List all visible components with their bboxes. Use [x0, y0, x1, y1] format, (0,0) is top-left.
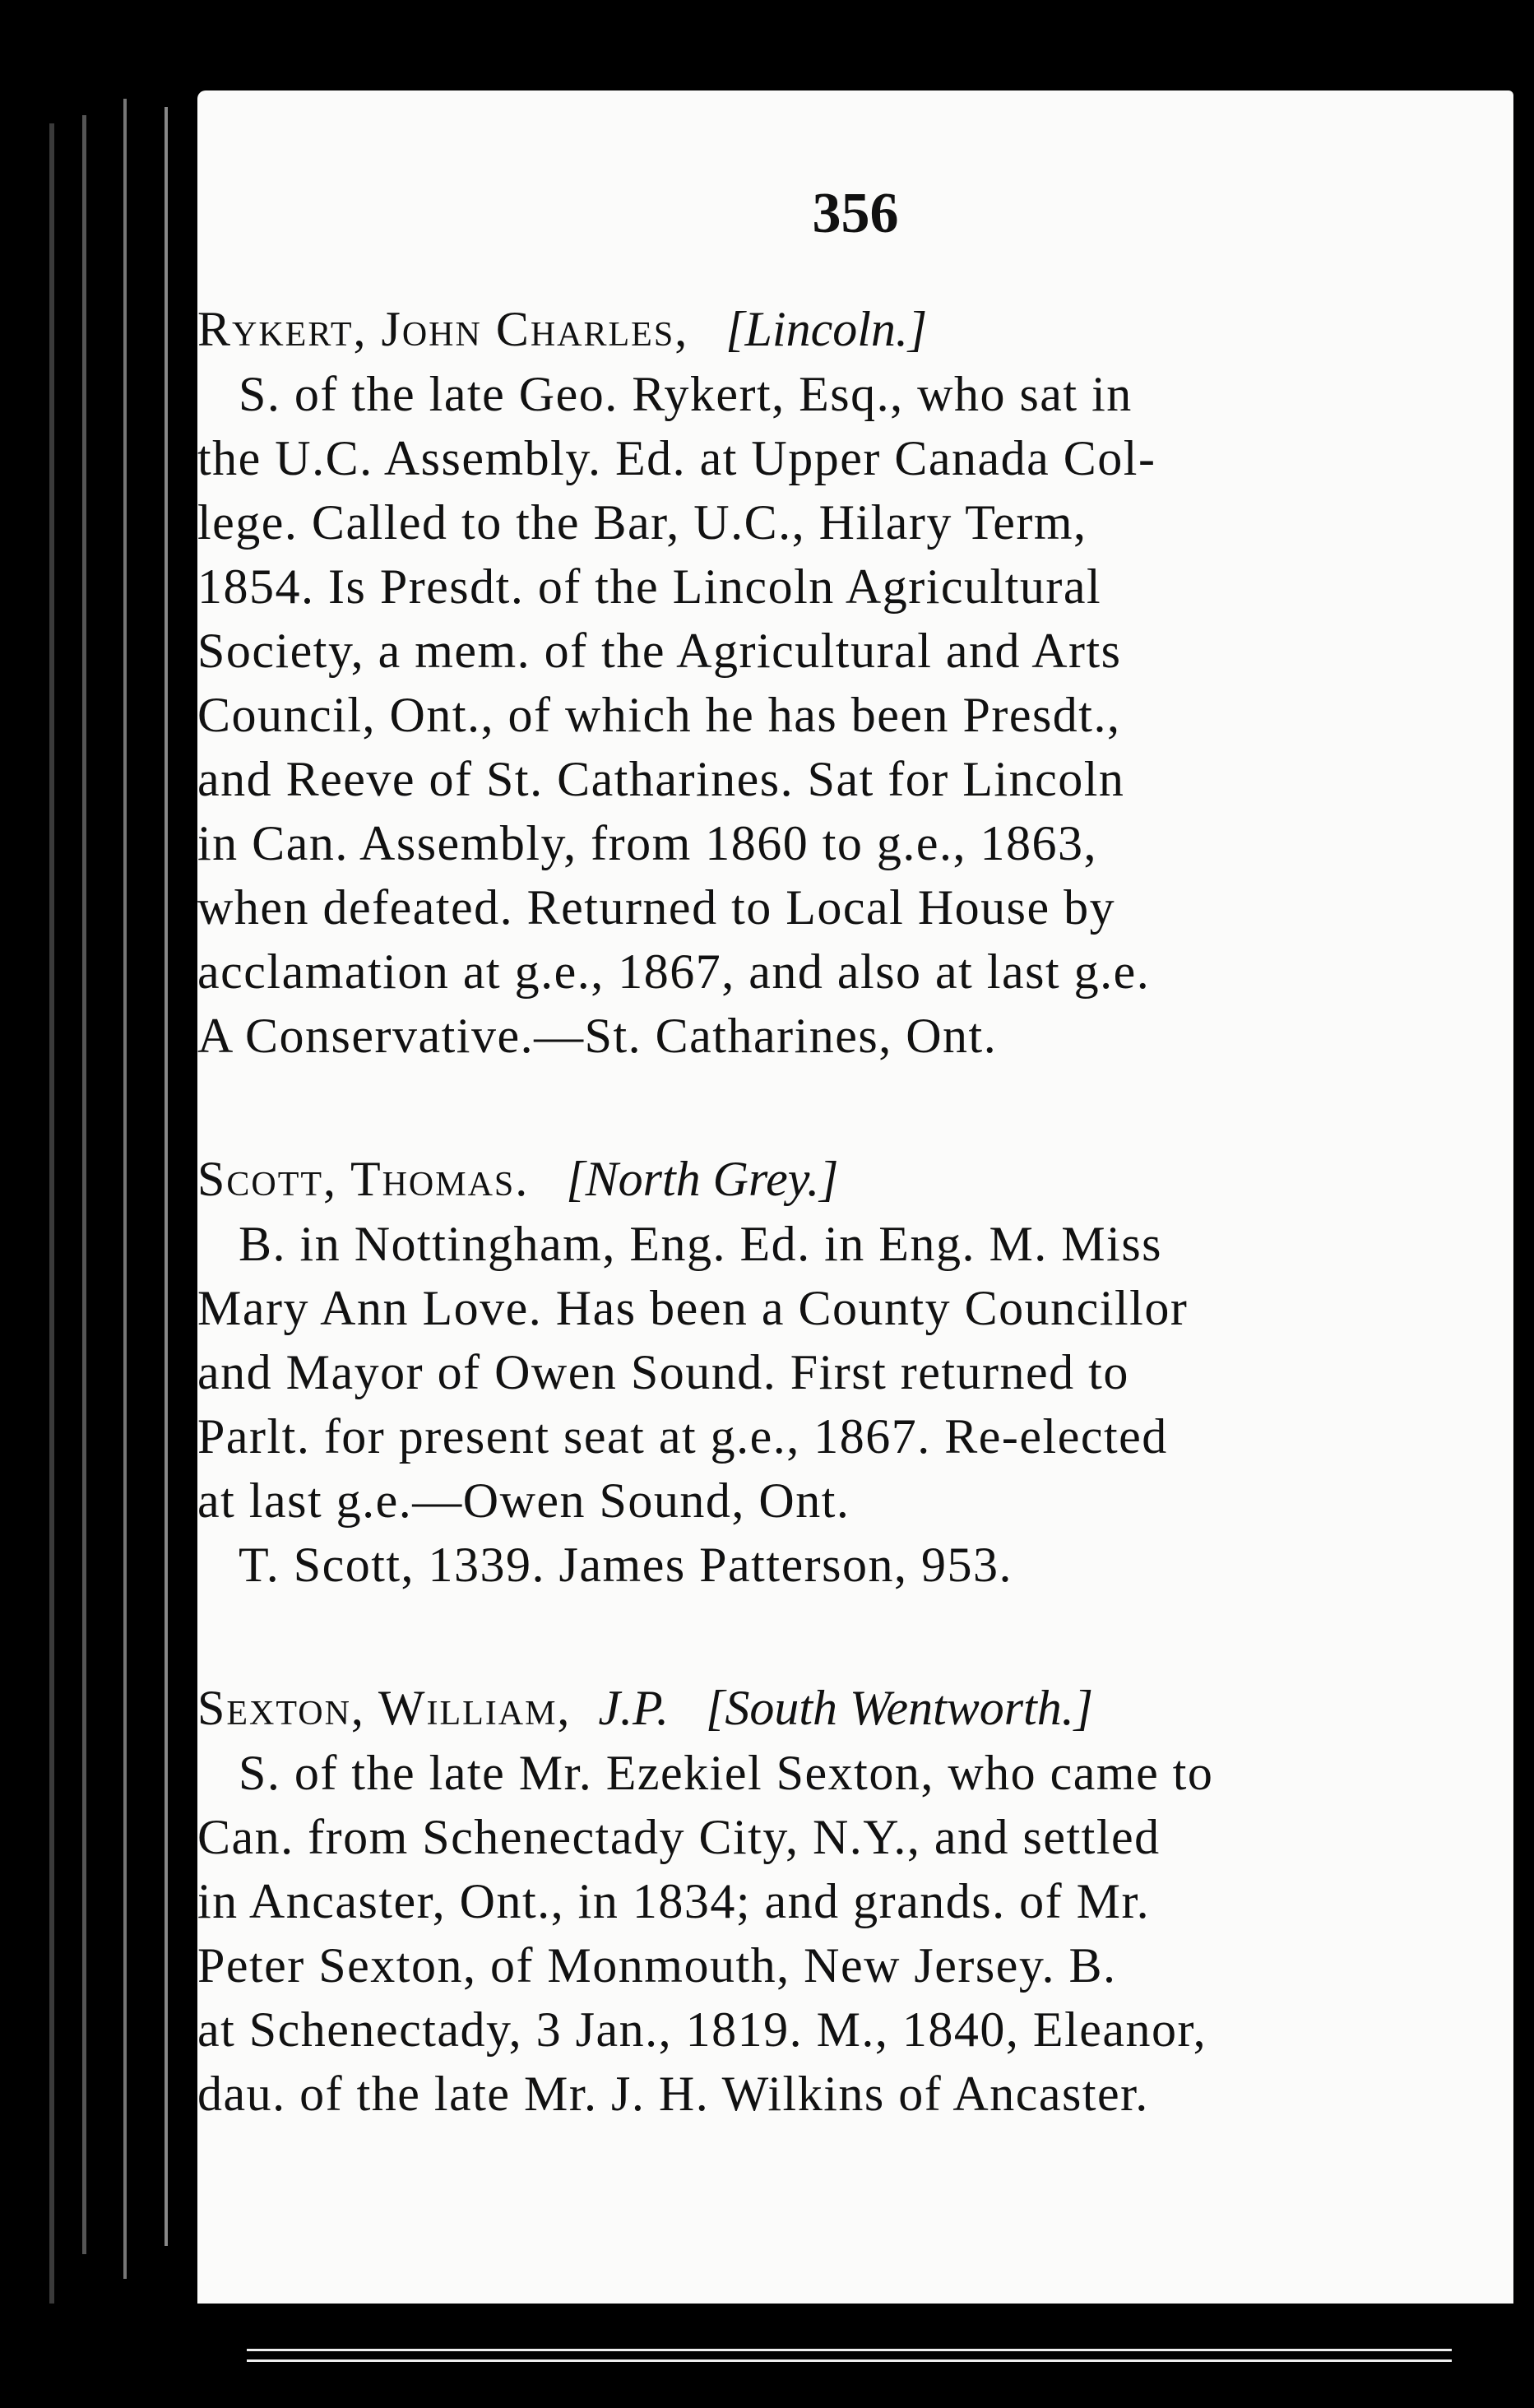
- entry-line: 1854. Is Presdt. of the Lincoln Agricultural: [197, 559, 1102, 614]
- entry-line: in Can. Assembly, from 1860 to g.e., 1863,: [197, 816, 1098, 870]
- entry-heading: [197, 1675, 1513, 1741]
- entry-line: B. in Nottingham, Eng. Ed. in Eng. M. Miss: [239, 1217, 1163, 1271]
- entry-line: Society, a mem. of the Agricultural and Arts: [197, 624, 1122, 678]
- entry-line: S. of the late Geo. Rykert, Esq., who sat in: [239, 367, 1133, 421]
- entry-line: in Ancaster, Ont., in 1834; and grands. of Mr.: [197, 1874, 1151, 1928]
- entry-line: and Reeve of St. Catharines. Sat for Lincoln: [197, 752, 1125, 806]
- entry-line: dau. of the late Mr. J. H. Wilkins of Ancaster.: [197, 2067, 1149, 2121]
- entry-line: Can. from Schenectady City, N.Y., and settled: [197, 1810, 1161, 1864]
- entry-line: the U.C. Assembly. Ed. at Upper Canada Col-: [197, 431, 1156, 485]
- entry-line: acclamation at g.e., 1867, and also at last g.e.: [197, 944, 1151, 999]
- entries-list: [197, 296, 1513, 2204]
- entry-name: Sexton, William,: [197, 1681, 572, 1735]
- entry-scott: [197, 1146, 1513, 1597]
- entry-name: Scott, Thomas.: [197, 1152, 530, 1206]
- entry-line: at Schenectady, 3 Jan., 1819. M., 1840, Eleanor,: [197, 2002, 1207, 2057]
- entry-line: S. of the late Mr. Ezekiel Sexton, who came to: [239, 1746, 1214, 1800]
- entry-line: lege. Called to the Bar, U.C., Hilary Term,: [197, 495, 1087, 550]
- entry-line: Parlt. for present seat at g.e., 1867. Re-elected: [197, 1409, 1168, 1464]
- entry-name: Rykert, John Charles,: [197, 302, 689, 356]
- entry-line: Council, Ont., of which he has been Presdt.,: [197, 688, 1121, 742]
- entry-sexton: [197, 1675, 1513, 2126]
- entry-constituency: [Lincoln.]: [725, 302, 928, 356]
- entry-line: and Mayor of Owen Sound. First returned to: [197, 1345, 1129, 1399]
- entry-line: T. Scott, 1339. James Patterson, 953.: [239, 1538, 1013, 1592]
- bottom-rule: [247, 2359, 1452, 2362]
- entry-heading: [197, 1146, 1513, 1212]
- page-number: 356: [812, 182, 899, 245]
- entry-rykert: [197, 296, 1513, 1068]
- entry-heading: [197, 296, 1513, 362]
- book-page: [197, 90, 1513, 2304]
- entry-honorific: J.P.: [598, 1681, 669, 1735]
- entry-constituency: [North Grey.]: [566, 1152, 839, 1206]
- bottom-rule: [247, 2349, 1452, 2351]
- page-stack-edge: [49, 123, 54, 2304]
- entry-constituency: [South Wentworth.]: [705, 1681, 1094, 1735]
- page-stack-edge: [123, 99, 127, 2279]
- entry-line: Mary Ann Love. Has been a County Councillor: [197, 1281, 1189, 1335]
- entry-line: when defeated. Returned to Local House by: [197, 880, 1116, 935]
- entry-line: A Conservative.—St. Catharines, Ont.: [197, 1009, 998, 1063]
- entry-line: Peter Sexton, of Monmouth, New Jersey. B.: [197, 1938, 1117, 1993]
- page-stack-edge: [165, 107, 168, 2246]
- page-stack-edge: [82, 115, 86, 2254]
- entry-line: at last g.e.—Owen Sound, Ont.: [197, 1473, 850, 1528]
